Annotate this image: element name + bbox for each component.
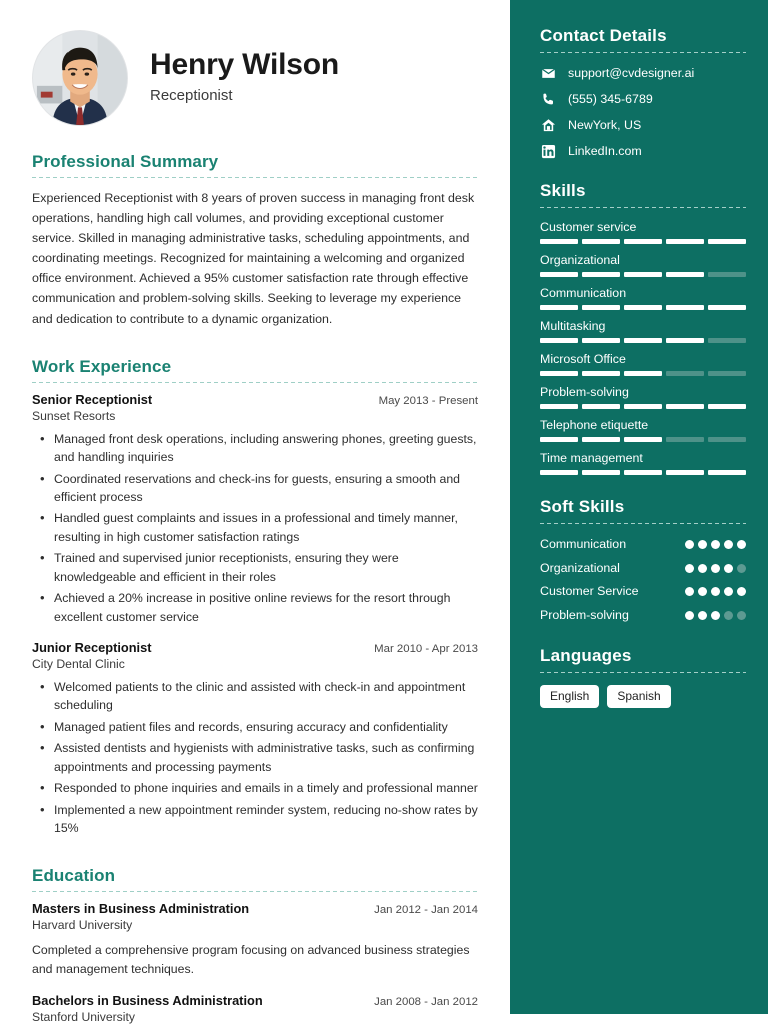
job-title: Receptionist xyxy=(150,87,233,104)
contact-list xyxy=(540,65,746,159)
soft-skill-row xyxy=(540,560,746,577)
work-role: Senior Receptionist xyxy=(32,391,153,407)
section-heading-summary: Professional Summary xyxy=(32,152,219,171)
education-description: Completed a comprehensive program focusing on advanced business strategies and management techniques. xyxy=(32,942,470,976)
education-school: Stanford University xyxy=(32,1009,135,1024)
skill-bar-segment xyxy=(624,404,662,409)
skill-label: Microsoft Office xyxy=(540,352,626,366)
work-bullet: • Responded to phone inquiries and emails in a timely and professional manner xyxy=(54,779,478,797)
skill-bar-segment xyxy=(666,305,704,310)
skill-label: Problem-solving xyxy=(540,385,629,399)
skill-bar-segment xyxy=(540,272,578,277)
work-bullet: • Implemented a new appointment reminder system, reducing no-show rates by 15% xyxy=(54,801,478,838)
section-heading-work: Work Experience xyxy=(32,356,172,376)
language-chip-list xyxy=(540,685,746,708)
section-education xyxy=(32,866,478,1024)
rating-dot xyxy=(737,611,746,620)
work-date: May 2013 - Present xyxy=(378,394,478,407)
sidebar-divider xyxy=(540,672,746,673)
section-contact-details xyxy=(540,26,746,159)
skill-bar-segment xyxy=(666,404,704,409)
skill-bar-segment xyxy=(624,437,662,442)
soft-skill-label: Communication xyxy=(540,537,627,551)
work-date: Mar 2010 - Apr 2013 xyxy=(374,643,478,656)
rating-dot xyxy=(685,540,694,549)
sidebar-divider xyxy=(540,523,746,524)
skill-bar-segment xyxy=(624,272,662,277)
soft-skill-rating xyxy=(685,536,746,549)
skill-level-bar xyxy=(540,437,746,442)
work-entry-head xyxy=(32,640,478,655)
skill-label: Telephone etiquette xyxy=(540,418,649,432)
summary-text: Experienced Receptionist with 8 years of proven success in managing front desk operations, handling high call volumes, and providing exceptional customer service. Skilled in managing administrative tasks, scheduling appointments, and coordinating meetings. Recognized for maintaining a welcoming and organized office environment. Achieved a 95% customer satisfaction rate through effective communication and problem-solving skills. Seeking to leverage my experience and dedication to contribute to a dynamic organization. xyxy=(32,191,475,326)
section-divider xyxy=(32,891,478,892)
skill-item xyxy=(540,286,746,310)
education-date: Jan 2008 - Jan 2012 xyxy=(374,995,478,1008)
soft-skill-list xyxy=(540,536,746,624)
skill-bar-segment xyxy=(708,305,746,310)
skill-bar-segment xyxy=(582,404,620,409)
rating-dot xyxy=(711,611,720,620)
contact-row[interactable] xyxy=(540,143,746,159)
skill-bar-segment xyxy=(666,239,704,244)
section-heading-skills: Skills xyxy=(540,181,586,200)
skill-bar-segment xyxy=(624,305,662,310)
soft-skill-rating xyxy=(685,560,746,573)
skill-label: Organizational xyxy=(540,253,620,267)
rating-dot xyxy=(698,587,707,596)
skill-bar-segment xyxy=(540,437,578,442)
envelope-icon xyxy=(540,65,556,81)
skill-level-bar xyxy=(540,305,746,310)
skill-label: Communication xyxy=(540,286,627,300)
rating-dot xyxy=(724,611,733,620)
work-entry xyxy=(32,640,478,838)
skill-bar-segment xyxy=(666,437,704,442)
skill-bar-segment xyxy=(582,437,620,442)
section-professional-summary xyxy=(32,152,478,329)
linkedin-icon xyxy=(540,143,556,159)
education-entry-list xyxy=(32,901,478,1024)
work-entry-head xyxy=(32,392,478,407)
rating-dot xyxy=(685,611,694,620)
work-organization: Sunset Resorts xyxy=(32,408,116,423)
work-bullet: • Welcomed patients to the clinic and assisted with check-in and appointment scheduling xyxy=(54,678,478,715)
skill-bar-segment xyxy=(582,371,620,376)
skill-bar-segment xyxy=(624,371,662,376)
soft-skill-row xyxy=(540,607,746,624)
work-bullet: • Assisted dentists and hygienists with administrative tasks, such as confirming appointments and processing payments xyxy=(54,739,478,776)
name-block xyxy=(150,48,339,108)
rating-dot xyxy=(698,611,707,620)
skill-bar-segment xyxy=(624,239,662,244)
skill-bar-segment xyxy=(582,239,620,244)
sidebar-divider xyxy=(540,207,746,208)
contact-row[interactable] xyxy=(540,91,746,107)
skill-label: Customer service xyxy=(540,220,637,234)
skill-level-bar xyxy=(540,239,746,244)
avatar xyxy=(32,30,128,126)
soft-skill-row xyxy=(540,583,746,600)
language-chip[interactable]: English xyxy=(540,685,599,708)
education-entry-head xyxy=(32,993,478,1008)
skill-bar-segment xyxy=(582,272,620,277)
work-bullet-list xyxy=(32,678,478,838)
profile-photo-illustration xyxy=(33,31,127,125)
work-bullet: • Trained and supervised junior receptionists, ensuring they were knowledgeable and efficient in their roles xyxy=(54,549,478,586)
contact-value: support@cvdesigner.ai xyxy=(568,65,695,80)
skill-bar-segment xyxy=(582,338,620,343)
skill-level-bar xyxy=(540,338,746,343)
section-heading-education: Education xyxy=(32,865,116,885)
language-chip[interactable]: Spanish xyxy=(607,685,670,708)
skill-bar-segment xyxy=(540,239,578,244)
skill-bar-segment xyxy=(624,470,662,475)
page-title: Henry Wilson xyxy=(150,48,340,81)
soft-skill-rating xyxy=(685,583,746,596)
sidebar xyxy=(510,0,768,1014)
soft-skill-rating xyxy=(685,607,746,620)
contact-value: LinkedIn.com xyxy=(568,143,642,158)
rating-dot xyxy=(711,564,720,573)
skill-bar-segment xyxy=(582,305,620,310)
skill-bar-segment xyxy=(666,470,704,475)
skill-label: Time management xyxy=(540,451,643,465)
rating-dot xyxy=(737,587,746,596)
work-bullet: • Handled guest complaints and issues in a professional and timely manner, resulting in high customer satisfaction ratings xyxy=(54,509,478,546)
work-entry xyxy=(32,392,478,626)
rating-dot xyxy=(685,564,694,573)
home-icon xyxy=(540,117,556,133)
education-date: Jan 2012 - Jan 2014 xyxy=(374,903,478,916)
contact-value: (555) 345-6789 xyxy=(568,91,653,106)
section-heading-languages: Languages xyxy=(540,645,632,665)
skill-item xyxy=(540,220,746,244)
section-heading-contact: Contact Details xyxy=(540,26,667,45)
skill-bar-segment xyxy=(708,338,746,343)
skill-bar-segment xyxy=(666,371,704,376)
skill-level-bar xyxy=(540,470,746,475)
rating-dot xyxy=(724,540,733,549)
education-entry xyxy=(32,901,478,979)
section-languages xyxy=(540,646,746,708)
skill-bar-segment xyxy=(708,272,746,277)
section-skills xyxy=(540,181,746,475)
section-heading-soft-skills: Soft Skills xyxy=(540,497,625,516)
work-bullet-list xyxy=(32,430,478,626)
contact-value: NewYork, US xyxy=(568,117,642,132)
skill-bar-segment xyxy=(540,404,578,409)
education-entry xyxy=(32,993,478,1024)
skill-bar-segment xyxy=(666,272,704,277)
rating-dot xyxy=(724,564,733,573)
education-degree: Bachelors in Business Administration xyxy=(32,992,263,1008)
rating-dot xyxy=(698,564,707,573)
skill-label: Multitasking xyxy=(540,319,606,333)
skill-bar-segment xyxy=(624,338,662,343)
skill-bar-segment xyxy=(666,338,704,343)
contact-row[interactable] xyxy=(540,65,746,81)
phone-icon xyxy=(540,91,556,107)
skill-bar-segment xyxy=(708,371,746,376)
work-bullet: • Achieved a 20% increase in positive online reviews for the resort through excellent customer service xyxy=(54,589,478,626)
section-divider xyxy=(32,177,478,178)
skill-item xyxy=(540,319,746,343)
work-organization: City Dental Clinic xyxy=(32,657,125,672)
section-soft-skills xyxy=(540,497,746,624)
soft-skill-row xyxy=(540,536,746,553)
soft-skill-label: Customer Service xyxy=(540,584,639,599)
skill-level-bar xyxy=(540,371,746,376)
rating-dot xyxy=(711,587,720,596)
skill-bar-segment xyxy=(708,470,746,475)
education-school: Harvard University xyxy=(32,917,133,932)
contact-row[interactable] xyxy=(540,117,746,133)
work-bullet: • Coordinated reservations and check-ins for guests, ensuring a smooth and efficient process xyxy=(54,470,478,507)
rating-dot xyxy=(698,540,707,549)
work-role: Junior Receptionist xyxy=(32,640,152,656)
soft-skill-label: Organizational xyxy=(540,560,620,575)
skill-level-bar xyxy=(540,404,746,409)
skill-bar-segment xyxy=(708,239,746,244)
work-bullet: • Managed patient files and records, ensuring accuracy and confidentiality xyxy=(54,718,478,736)
skill-item xyxy=(540,253,746,277)
education-entry-head xyxy=(32,901,478,916)
section-divider xyxy=(32,382,478,383)
skill-bar-segment xyxy=(540,371,578,376)
skill-bar-segment xyxy=(582,470,620,475)
skill-item xyxy=(540,451,746,475)
work-bullet: • Managed front desk operations, including answering phones, greeting guests, and handling inquiries xyxy=(54,430,478,467)
rating-dot xyxy=(724,587,733,596)
rating-dot xyxy=(711,540,720,549)
skill-bar-segment xyxy=(708,437,746,442)
rating-dot xyxy=(685,587,694,596)
skill-item xyxy=(540,385,746,409)
rating-dot xyxy=(737,540,746,549)
work-entry-list xyxy=(32,392,478,838)
skill-item xyxy=(540,352,746,376)
soft-skill-label: Problem-solving xyxy=(540,608,629,623)
skill-item xyxy=(540,418,746,442)
sidebar-divider xyxy=(540,52,746,53)
resume-header xyxy=(32,30,478,126)
skill-list xyxy=(540,220,746,475)
skill-bar-segment xyxy=(540,338,578,343)
skill-bar-segment xyxy=(708,404,746,409)
section-work-experience xyxy=(32,357,478,838)
rating-dot xyxy=(737,564,746,573)
skill-level-bar xyxy=(540,272,746,277)
skill-bar-segment xyxy=(540,470,578,475)
skill-bar-segment xyxy=(540,305,578,310)
education-degree: Masters in Business Administration xyxy=(32,900,250,916)
